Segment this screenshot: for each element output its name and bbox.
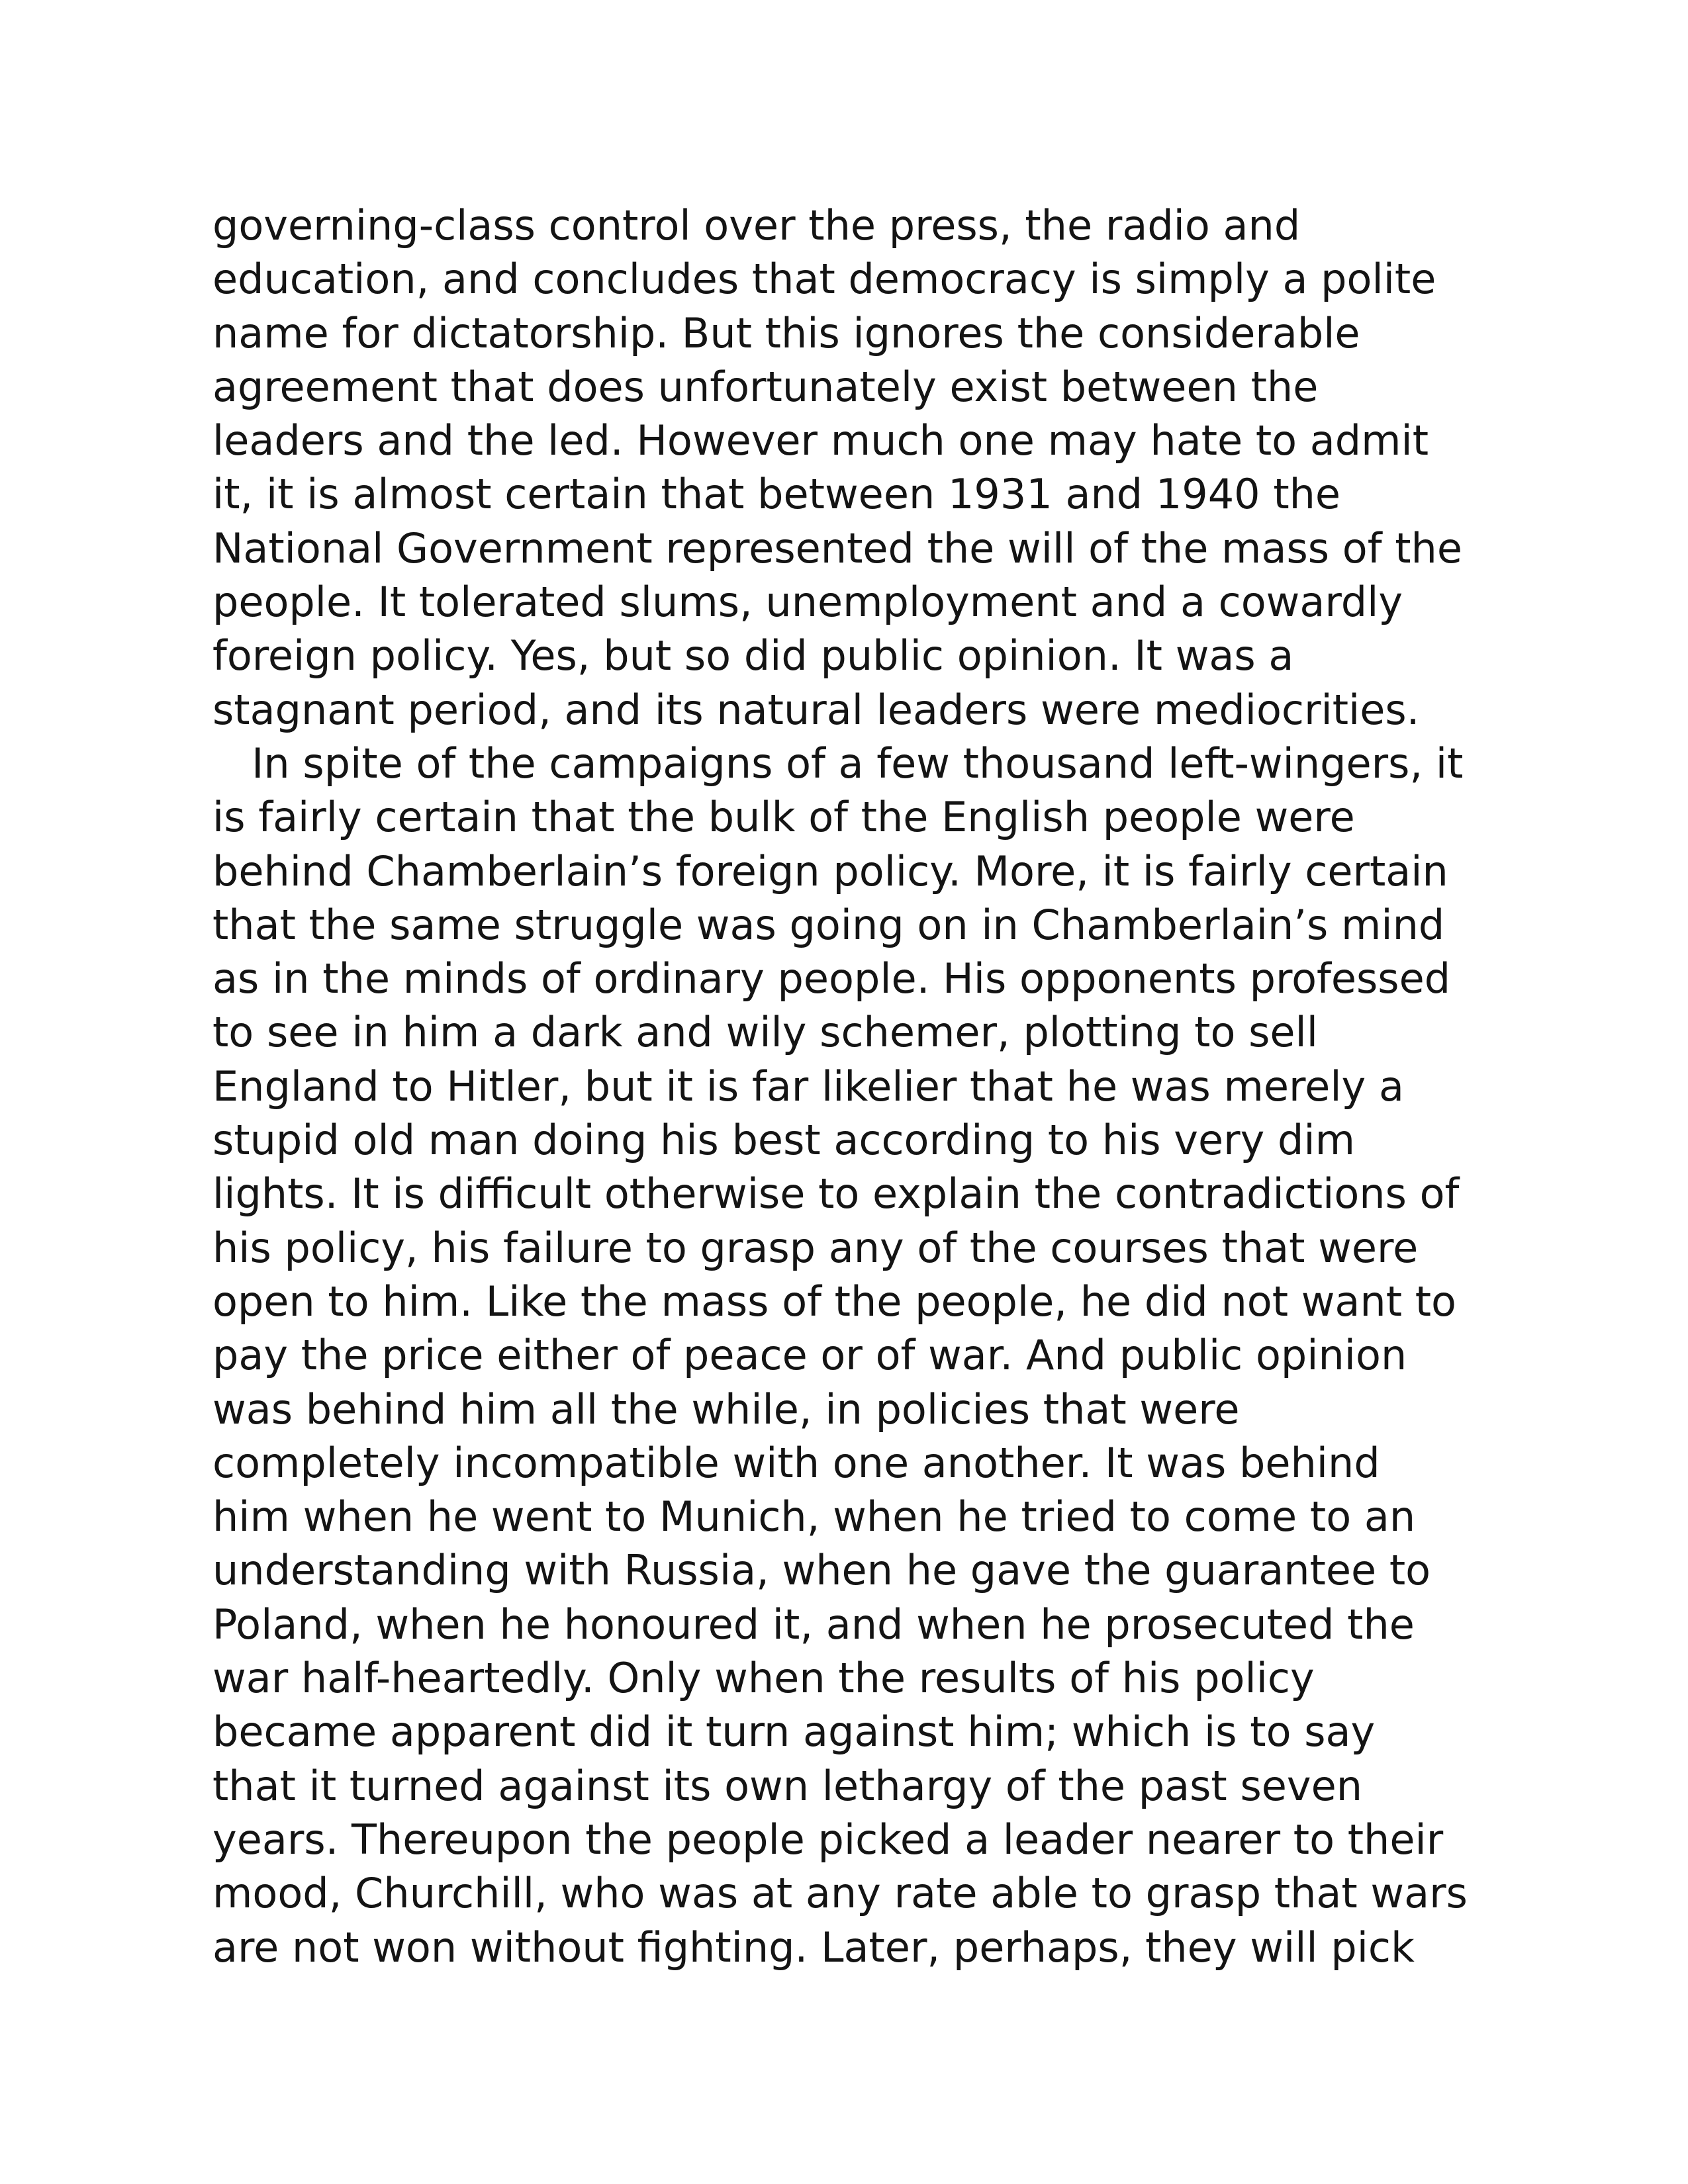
text-line: Poland, when he honoured it, and when he prosecuted the (212, 1600, 1415, 1649)
text-line: understanding with Russia, when he gave the guarantee to (212, 1546, 1431, 1595)
text-line: him when he went to Munich, when he tried to come to an (212, 1492, 1416, 1541)
text-line: stagnant period, and its natural leaders were mediocrities. (212, 685, 1420, 734)
text-line: England to Hitler, but it is far likelier that he was merely a (212, 1062, 1404, 1111)
text-line: was behind him all the while, in policies that were (212, 1385, 1240, 1433)
body-text (212, 199, 1523, 1974)
text-line: that the same struggle was going on in Chamberlain’s mind (212, 900, 1445, 949)
paragraph-start-line: In spite of the campaigns of a few thousand left-wingers, it (212, 739, 1464, 788)
text-line: mood, Churchill, who was at any rate able to grasp that wars (212, 1869, 1468, 1918)
text-line: governing-class control over the press, the radio and (212, 201, 1301, 250)
text-line: is fairly certain that the bulk of the English people were (212, 793, 1355, 842)
text-line: behind Chamberlain’s foreign policy. More, it is fairly certain (212, 846, 1448, 895)
text-line: became apparent did it turn against him; which is to say (212, 1707, 1376, 1756)
text-line: agreement that does unfortunately exist between the (212, 362, 1319, 411)
text-line: education, and concludes that democracy is simply a polite (212, 255, 1436, 304)
text-line: war half-heartedly. Only when the results of his policy (212, 1654, 1315, 1703)
text-line: completely incompatible with one another. It was behind (212, 1438, 1380, 1487)
text-line: as in the minds of ordinary people. His opponents professed (212, 954, 1451, 1003)
text-line: his policy, his failure to grasp any of the courses that were (212, 1223, 1419, 1272)
text-line: foreign policy. Yes, but so did public opinion. It was a (212, 631, 1294, 680)
text-line: National Government represented the will of the mass of the (212, 523, 1462, 572)
text-line: name for dictatorship. But this ignores the considerable (212, 308, 1360, 357)
text-line: it, it is almost certain that between 1931 and 1940 the (212, 470, 1341, 519)
text-line: leaders and the led. However much one may hate to admit (212, 416, 1429, 465)
text-line: are not won without fighting. Later, perhaps, they will pick (212, 1923, 1415, 1972)
text-line: lights. It is difficult otherwise to explain the contradictions of (212, 1169, 1460, 1218)
text-line: years. Thereupon the people picked a leader nearer to their (212, 1815, 1444, 1864)
text-line: pay the price either of peace or of war. And public opinion (212, 1331, 1407, 1380)
text-line: stupid old man doing his best according to his very dim (212, 1116, 1356, 1165)
text-line: to see in him a dark and wily schemer, plotting to sell (212, 1008, 1319, 1057)
text-line: people. It tolerated slums, unemployment and a cowardly (212, 578, 1403, 627)
text-line: that it turned against its own lethargy of the past seven (212, 1761, 1363, 1810)
text-line: open to him. Like the mass of the people, he did not want to (212, 1277, 1456, 1326)
